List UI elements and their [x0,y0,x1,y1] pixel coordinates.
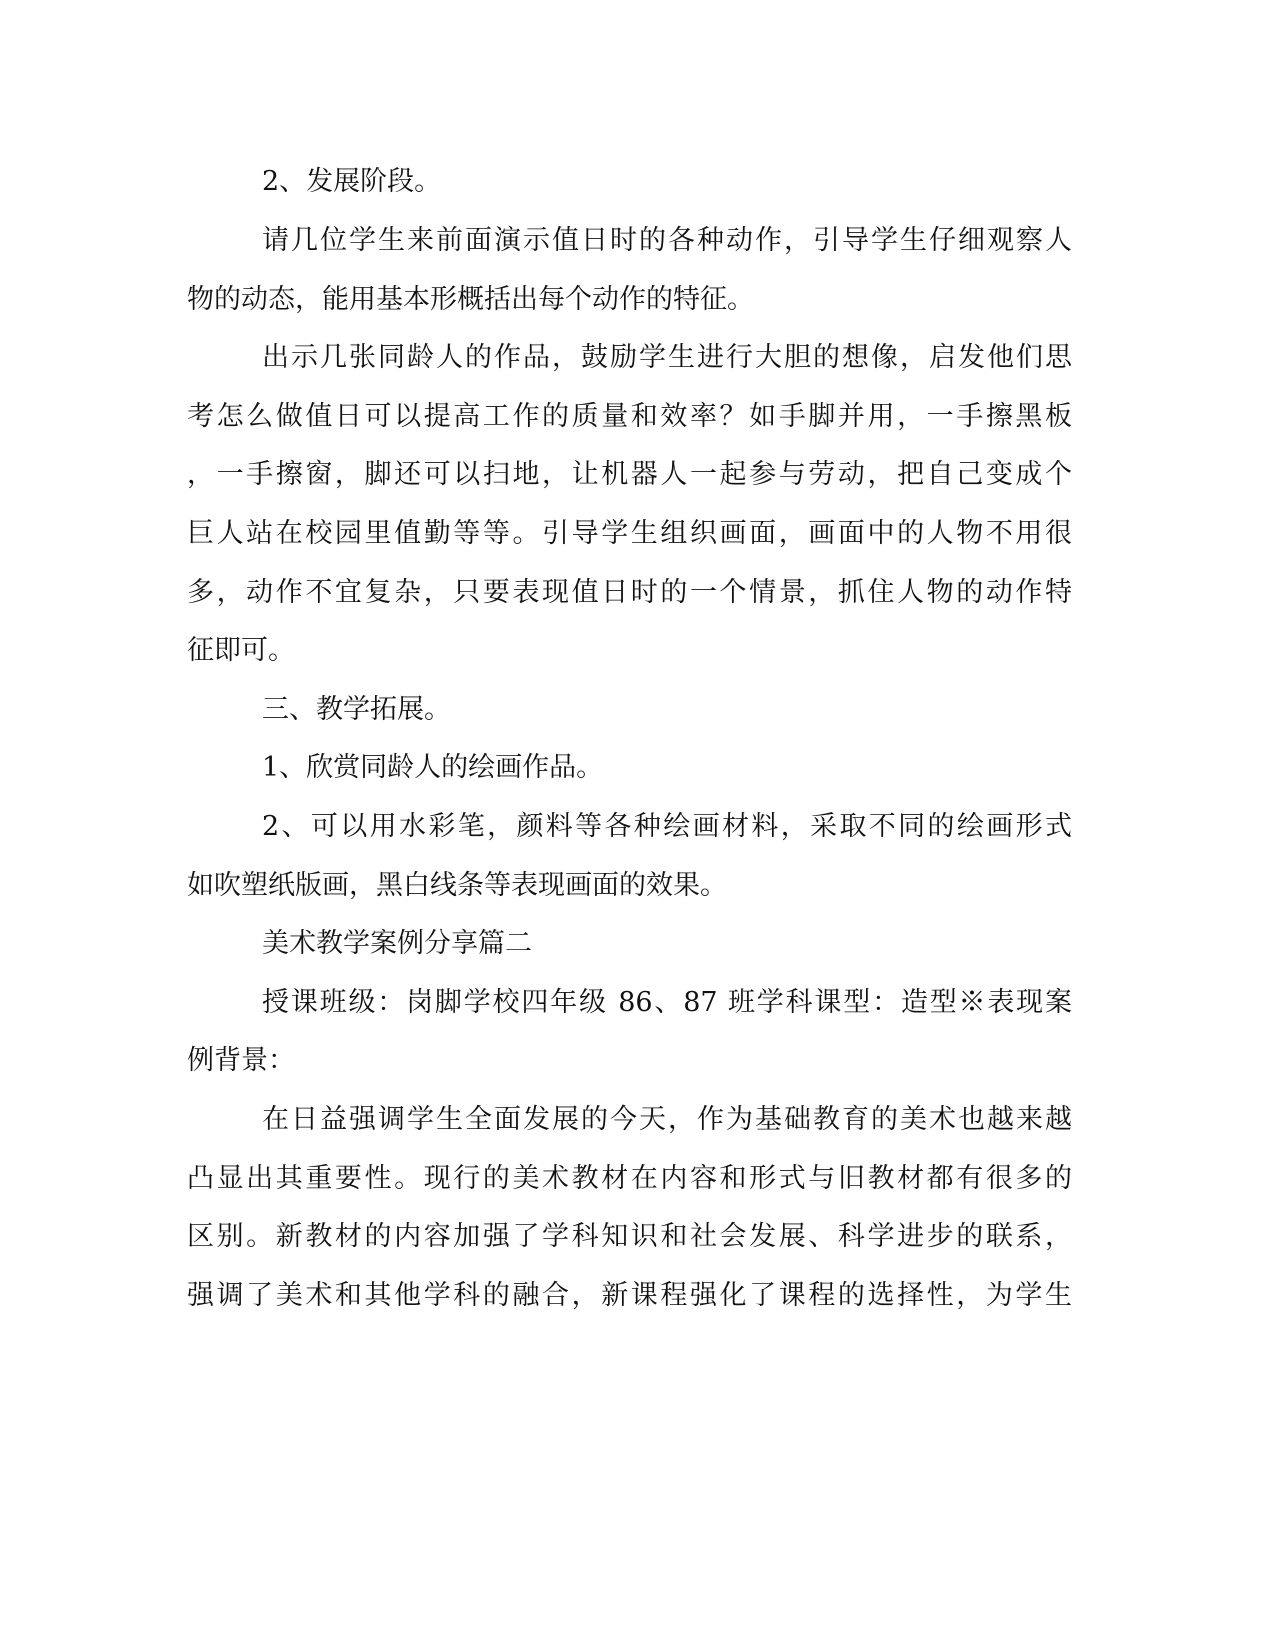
text-line: 2、可以用水彩笔，颜料等各种绘画材料，采取不同的绘画形式 [262,811,1072,842]
text-line: 多，动作不宜复杂，只要表现值日时的一个情景，抓住人物的动作特 [187,577,1072,608]
text-line: 2、发展阶段。 [262,166,442,197]
text-line: 强调了美术和其他学科的融合，新课程强化了课程的选择性，为学生 [187,1280,1072,1311]
text-line: 巨人站在校园里值勤等等。引导学生组织画面，画面中的人物不用很 [187,518,1072,549]
text-line: 如吹塑纸版画，黑白线条等表现画面的效果。 [187,870,727,901]
text-line: 凸显出其重要性。现行的美术教材在内容和形式与旧教材都有很多的 [187,1163,1072,1194]
text-line: 考怎么做值日可以提高工作的质量和效率？如手脚并用，一手擦黑板 [187,401,1072,432]
text-line: 请几位学生来前面演示值日时的各种动作，引导学生仔细观察人 [262,225,1072,256]
text-line: 区别。新教材的内容加强了学科知识和社会发展、科学进步的联系， [187,1221,1072,1252]
text-line: 物的动态，能用基本形概括出每个动作的特征。 [187,284,754,315]
article-title: 美术教学案例分享篇二 [262,928,532,959]
section-heading: 三、教学拓展。 [262,694,451,725]
text-line: 在日益强调学生全面发展的今天，作为基础教育的美术也越来越 [262,1104,1072,1135]
text-line: ，一手擦窗，脚还可以扫地，让机器人一起参与劳动，把自己变成个 [187,459,1072,490]
text-line: 出示几张同龄人的作品，鼓励学生进行大胆的想像，启发他们思 [262,342,1072,373]
text-line: 征即可。 [187,635,295,666]
text-line: 1、欣赏同龄人的绘画作品。 [262,752,604,783]
text-line: 例背景： [187,1045,295,1076]
text-line: 授课班级：岗脚学校四年级 86、87 班学科课型：造型※表现案 [262,987,1072,1018]
